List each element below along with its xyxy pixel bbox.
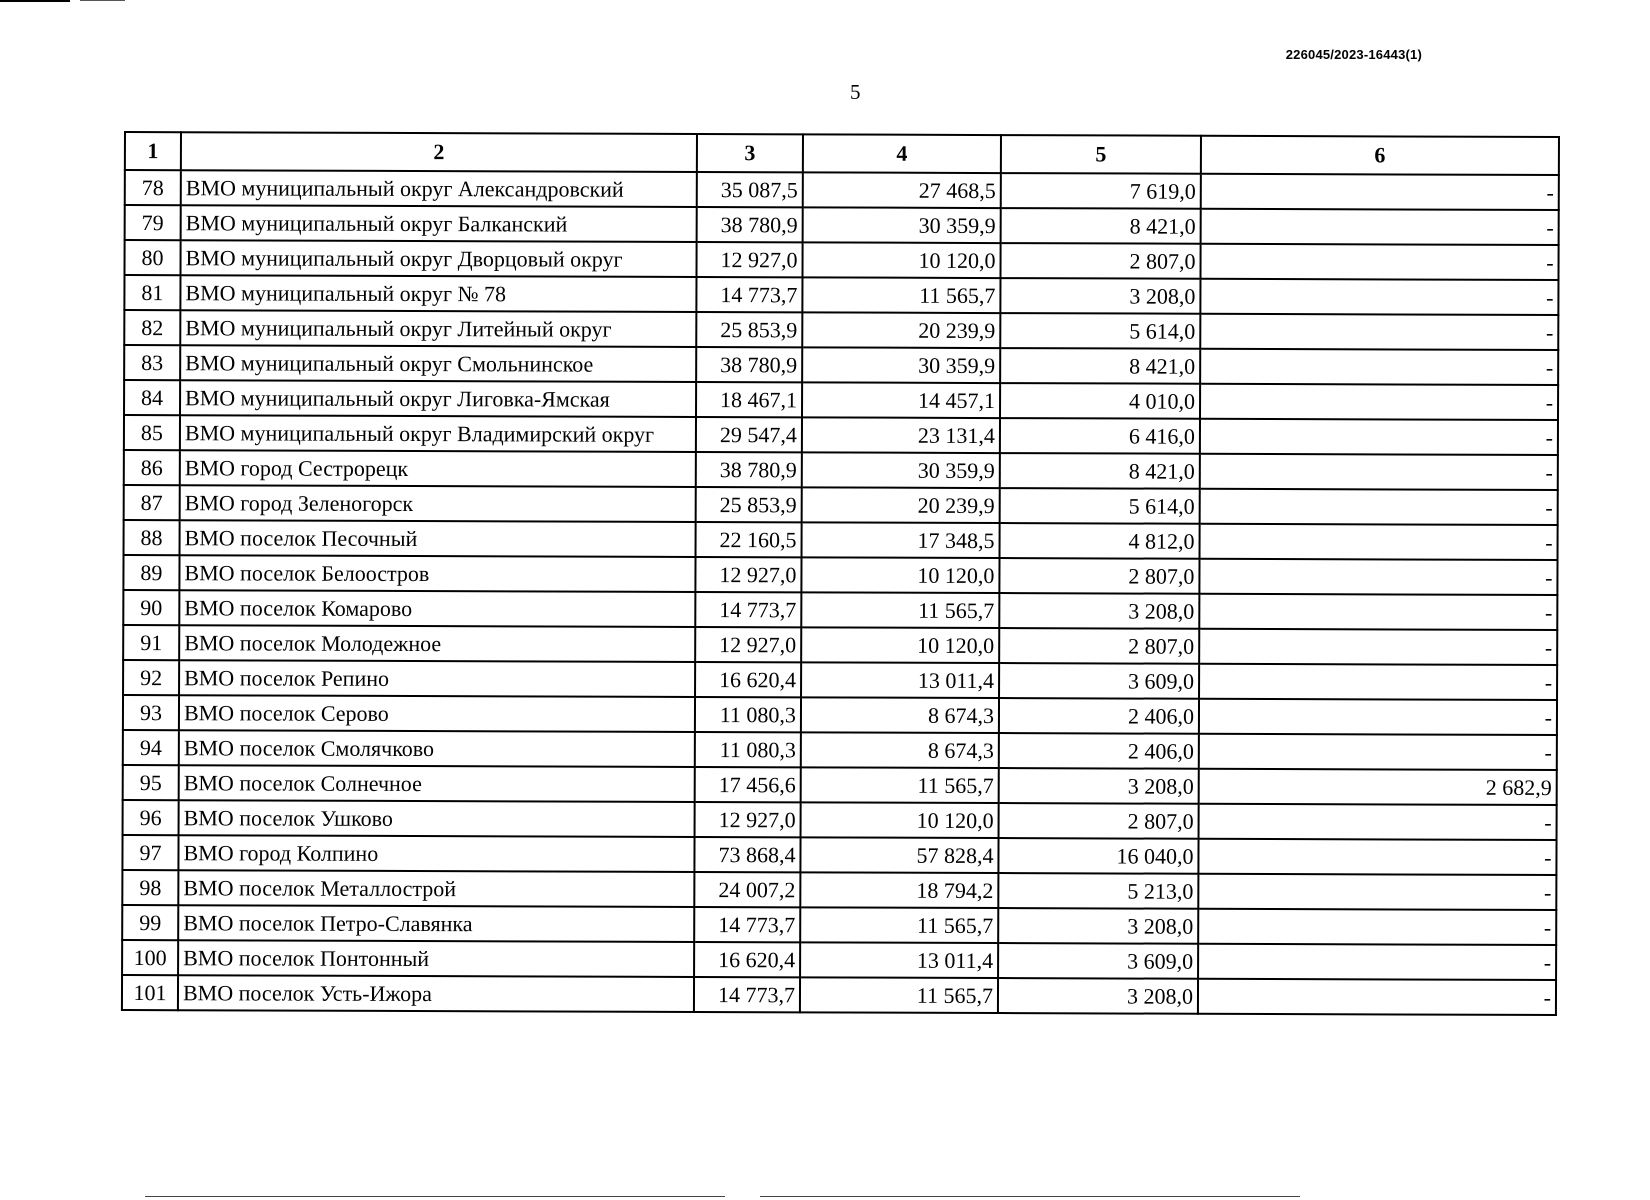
column-5-value-cell: 2 807,0 (999, 628, 1199, 664)
column-5-value-cell: 3 208,0 (999, 768, 1199, 804)
table-row (124, 310, 1558, 350)
table-body (122, 170, 1559, 1015)
table-row (125, 170, 1559, 210)
footer-line (145, 1196, 725, 1197)
column-6-value-cell: - (1200, 314, 1558, 350)
table-row (123, 555, 1557, 595)
row-number-cell: 96 (123, 800, 179, 835)
column-5-value-cell: 2 807,0 (1000, 243, 1200, 279)
column-3-value-cell: 25 853,9 (696, 487, 802, 522)
row-number-cell: 86 (124, 450, 180, 485)
column-header: 3 (697, 134, 803, 172)
column-4-value-cell: 27 468,5 (803, 172, 1001, 208)
row-number-cell: 80 (124, 240, 180, 275)
page-number: 5 (850, 80, 861, 104)
row-number-cell: 91 (123, 625, 179, 660)
municipality-name-cell: ВМО поселок Комарово (179, 590, 695, 627)
column-5-value-cell: 16 040,0 (998, 838, 1198, 874)
row-number-cell: 92 (123, 660, 179, 695)
column-4-value-cell: 17 348,5 (802, 522, 1000, 558)
column-4-value-cell: 10 120,0 (801, 627, 999, 663)
municipality-name-cell: ВМО муниципальный округ Литейный округ (180, 310, 696, 347)
column-3-value-cell: 38 780,9 (697, 207, 803, 242)
column-4-value-cell: 11 565,7 (801, 592, 999, 628)
column-5-value-cell: 6 416,0 (1000, 418, 1200, 454)
table-row (122, 975, 1556, 1015)
column-4-value-cell: 30 359,9 (802, 347, 1000, 383)
table-row (123, 660, 1557, 700)
column-3-value-cell: 11 080,3 (695, 697, 801, 732)
row-number-cell: 79 (125, 205, 181, 240)
scan-edge-mark (80, 0, 125, 1)
municipality-name-cell: ВМО город Сестрорецк (180, 450, 696, 487)
column-5-value-cell: 7 619,0 (1001, 173, 1201, 209)
table-row (124, 485, 1558, 525)
column-4-value-cell: 8 674,3 (801, 732, 999, 768)
column-header: 2 (181, 132, 697, 172)
column-3-value-cell: 14 773,7 (694, 977, 800, 1012)
footer-line (760, 1196, 1300, 1197)
column-3-value-cell: 22 160,5 (696, 522, 802, 557)
municipality-name-cell: ВМО муниципальный округ Александровский (181, 170, 697, 207)
row-number-cell: 83 (124, 345, 180, 380)
column-4-value-cell: 20 239,9 (802, 312, 1000, 348)
table-row (124, 520, 1558, 560)
municipality-name-cell: ВМО муниципальный округ Лиговка-Ямская (180, 380, 696, 417)
table-row (122, 940, 1556, 980)
municipality-name-cell: ВМО муниципальный округ Смольнинское (180, 345, 696, 382)
column-6-value-cell: - (1200, 349, 1558, 385)
column-5-value-cell: 3 208,0 (999, 593, 1199, 629)
column-4-value-cell: 8 674,3 (801, 697, 999, 733)
column-6-value-cell: - (1200, 489, 1558, 525)
column-5-value-cell: 5 614,0 (1000, 488, 1200, 524)
municipality-name-cell: ВМО муниципальный округ Балканский (181, 205, 697, 242)
column-6-value-cell: - (1201, 209, 1559, 245)
row-number-cell: 88 (124, 520, 180, 555)
municipality-name-cell: ВМО поселок Солнечное (179, 765, 695, 802)
column-5-value-cell: 5 213,0 (998, 873, 1198, 909)
column-6-value-cell: - (1199, 664, 1557, 700)
column-4-value-cell: 23 131,4 (802, 417, 1000, 453)
column-4-value-cell: 57 828,4 (800, 837, 998, 873)
column-3-value-cell: 17 456,6 (695, 767, 801, 802)
budget-table (121, 131, 1560, 1016)
row-number-cell: 85 (124, 415, 180, 450)
column-5-value-cell: 2 406,0 (999, 733, 1199, 769)
column-3-value-cell: 12 927,0 (696, 242, 802, 277)
column-4-value-cell: 18 794,2 (800, 872, 998, 908)
column-5-value-cell: 4 812,0 (1000, 523, 1200, 559)
column-5-value-cell: 3 208,0 (998, 978, 1198, 1014)
column-4-value-cell: 10 120,0 (802, 242, 1000, 278)
column-6-value-cell: - (1198, 874, 1556, 910)
column-5-value-cell: 3 609,0 (999, 663, 1199, 699)
column-4-value-cell: 20 239,9 (802, 487, 1000, 523)
column-6-value-cell: - (1200, 384, 1558, 420)
municipality-name-cell: ВМО поселок Металлострой (178, 870, 694, 907)
municipality-name-cell: ВМО поселок Репино (179, 660, 695, 697)
column-4-value-cell: 30 359,9 (802, 452, 1000, 488)
municipality-name-cell: ВМО город Зеленогорск (180, 485, 696, 522)
column-6-value-cell: 2 682,9 (1199, 769, 1557, 805)
table-row (124, 415, 1558, 455)
municipality-name-cell: ВМО муниципальный округ № 78 (180, 275, 696, 312)
column-6-value-cell: - (1199, 559, 1557, 595)
municipality-name-cell: ВМО поселок Ушково (179, 800, 695, 837)
column-5-value-cell: 3 609,0 (998, 943, 1198, 979)
row-number-cell: 97 (122, 835, 178, 870)
column-3-value-cell: 29 547,4 (696, 417, 802, 452)
column-3-value-cell: 38 780,9 (696, 347, 802, 382)
column-6-value-cell: - (1199, 804, 1557, 840)
column-3-value-cell: 14 773,7 (694, 907, 800, 942)
column-6-value-cell: - (1198, 979, 1556, 1015)
column-header: 6 (1201, 136, 1559, 175)
column-3-value-cell: 14 773,7 (696, 277, 802, 312)
column-5-value-cell: 2 807,0 (999, 558, 1199, 594)
column-5-value-cell: 8 421,0 (1000, 348, 1200, 384)
column-5-value-cell: 2 406,0 (999, 698, 1199, 734)
column-6-value-cell: - (1200, 279, 1558, 315)
column-header: 1 (125, 132, 181, 170)
column-4-value-cell: 10 120,0 (801, 802, 999, 838)
scan-edge-mark (0, 0, 70, 2)
table-row (123, 765, 1557, 805)
table-row (122, 870, 1556, 910)
column-3-value-cell: 24 007,2 (694, 872, 800, 907)
column-6-value-cell: - (1200, 244, 1558, 280)
row-number-cell: 94 (123, 730, 179, 765)
municipality-name-cell: ВМО город Колпино (178, 835, 694, 872)
column-header: 5 (1001, 135, 1201, 174)
row-number-cell: 82 (124, 310, 180, 345)
table-row (123, 800, 1557, 840)
row-number-cell: 78 (125, 170, 181, 205)
column-5-value-cell: 3 208,0 (998, 908, 1198, 944)
row-number-cell: 98 (122, 870, 178, 905)
column-4-value-cell: 14 457,1 (802, 382, 1000, 418)
column-6-value-cell: - (1199, 594, 1557, 630)
municipality-name-cell: ВМО муниципальный округ Владимирский округ (180, 415, 696, 452)
column-4-value-cell: 13 011,4 (800, 942, 998, 978)
column-3-value-cell: 14 773,7 (695, 592, 801, 627)
table-header-row (125, 132, 1559, 175)
column-3-value-cell: 18 467,1 (696, 382, 802, 417)
table-row (124, 240, 1558, 280)
row-number-cell: 89 (123, 555, 179, 590)
column-6-value-cell: - (1200, 419, 1558, 455)
table-row (123, 730, 1557, 770)
table-row (124, 345, 1558, 385)
column-3-value-cell: 16 620,4 (694, 942, 800, 977)
municipality-name-cell: ВМО поселок Петро-Славянка (178, 905, 694, 942)
column-6-value-cell: - (1198, 944, 1556, 980)
table-row (122, 835, 1556, 875)
column-6-value-cell: - (1198, 909, 1556, 945)
column-3-value-cell: 25 853,9 (696, 312, 802, 347)
column-6-value-cell: - (1198, 839, 1556, 875)
table-row (124, 450, 1558, 490)
column-3-value-cell: 12 927,0 (695, 802, 801, 837)
column-4-value-cell: 11 565,7 (801, 767, 999, 803)
column-3-value-cell: 11 080,3 (695, 732, 801, 767)
column-4-value-cell: 11 565,7 (802, 277, 1000, 313)
column-4-value-cell: 11 565,7 (800, 977, 998, 1013)
municipality-name-cell: ВМО поселок Понтонный (178, 940, 694, 977)
column-4-value-cell: 10 120,0 (801, 557, 999, 593)
column-5-value-cell: 4 010,0 (1000, 383, 1200, 419)
table-row (123, 625, 1557, 665)
column-6-value-cell: - (1199, 734, 1557, 770)
column-6-value-cell: - (1200, 454, 1558, 490)
table-row (123, 590, 1557, 630)
table-row (125, 205, 1559, 245)
column-3-value-cell: 16 620,4 (695, 662, 801, 697)
column-4-value-cell: 13 011,4 (801, 662, 999, 698)
column-3-value-cell: 12 927,0 (695, 557, 801, 592)
column-3-value-cell: 73 868,4 (694, 837, 800, 872)
municipality-name-cell: ВМО поселок Белоостров (179, 555, 695, 592)
column-5-value-cell: 8 421,0 (1000, 453, 1200, 489)
column-6-value-cell: - (1199, 699, 1557, 735)
table-row (122, 905, 1556, 945)
column-6-value-cell: - (1201, 174, 1559, 210)
municipality-name-cell: ВМО муниципальный округ Дворцовый округ (180, 240, 696, 277)
municipality-name-cell: ВМО поселок Песочный (180, 520, 696, 557)
municipality-name-cell: ВМО поселок Молодежное (179, 625, 695, 662)
row-number-cell: 84 (124, 380, 180, 415)
row-number-cell: 95 (123, 765, 179, 800)
column-4-value-cell: 11 565,7 (800, 907, 998, 943)
column-4-value-cell: 30 359,9 (803, 207, 1001, 243)
table-row (124, 380, 1558, 420)
row-number-cell: 81 (124, 275, 180, 310)
row-number-cell: 101 (122, 975, 178, 1010)
municipality-name-cell: ВМО поселок Серово (179, 695, 695, 732)
column-6-value-cell: - (1199, 629, 1557, 665)
column-5-value-cell: 8 421,0 (1001, 208, 1201, 244)
municipality-name-cell: ВМО поселок Усть-Ижора (178, 975, 694, 1012)
row-number-cell: 90 (123, 590, 179, 625)
column-5-value-cell: 5 614,0 (1000, 313, 1200, 349)
column-header: 4 (803, 134, 1001, 173)
row-number-cell: 99 (122, 905, 178, 940)
registration-number: 226045/2023-16443(1) (1285, 47, 1422, 62)
column-3-value-cell: 38 780,9 (696, 452, 802, 487)
row-number-cell: 93 (123, 695, 179, 730)
column-5-value-cell: 3 208,0 (1000, 278, 1200, 314)
column-3-value-cell: 12 927,0 (695, 627, 801, 662)
column-5-value-cell: 2 807,0 (999, 803, 1199, 839)
municipality-name-cell: ВМО поселок Смолячково (179, 730, 695, 767)
table-row (124, 275, 1558, 315)
row-number-cell: 100 (122, 940, 178, 975)
column-3-value-cell: 35 087,5 (697, 172, 803, 207)
column-6-value-cell: - (1200, 524, 1558, 560)
row-number-cell: 87 (124, 485, 180, 520)
table-row (123, 695, 1557, 735)
